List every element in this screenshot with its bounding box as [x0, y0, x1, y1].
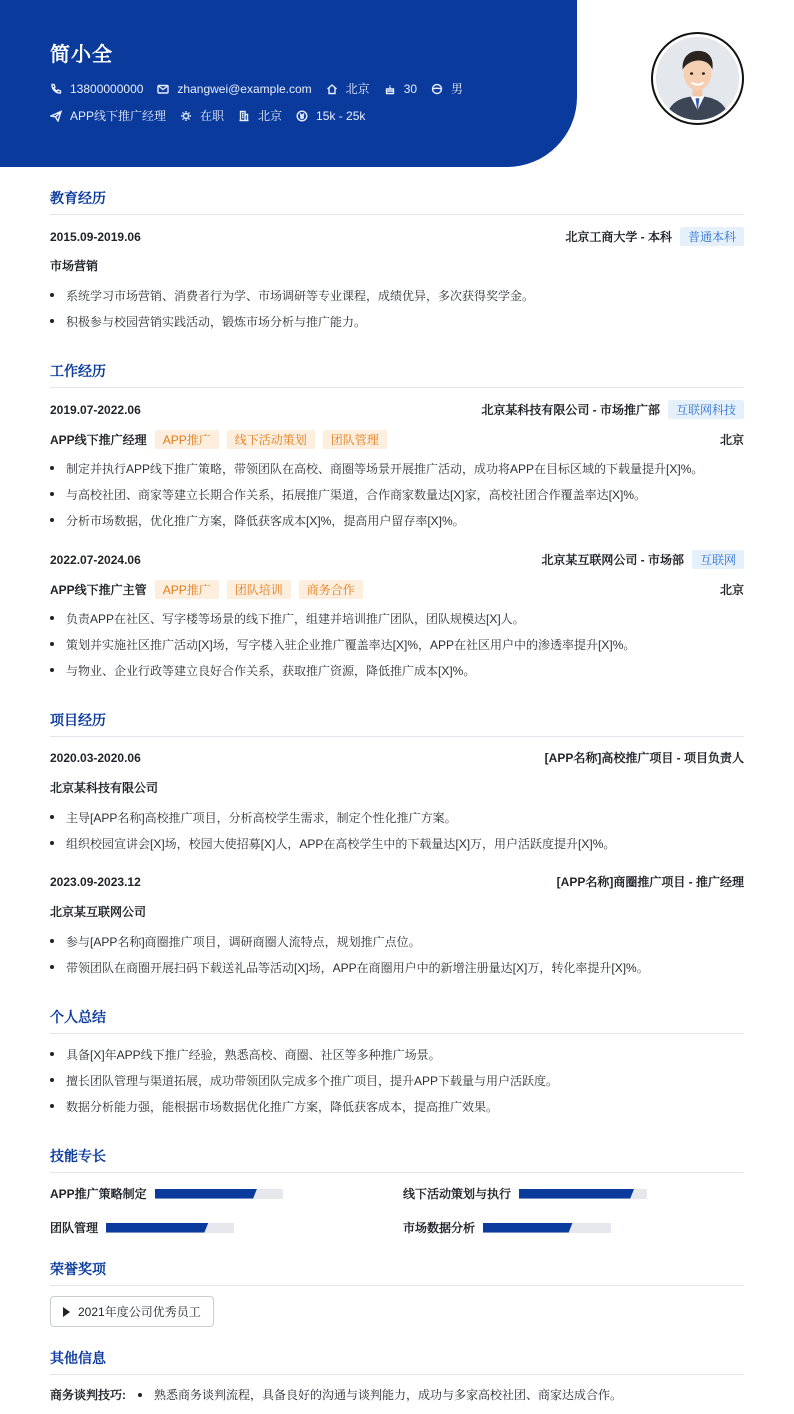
education-header [50, 227, 744, 246]
age-text: 30 [403, 81, 418, 96]
contact-row [50, 80, 477, 97]
work-company: 北京某互联网公司 - 市场部 [541, 553, 684, 567]
work-header [50, 400, 744, 419]
list-item: 系统学习市场营销、消费者行为学、市场调研等专业课程，成绩优异，多次获得奖学金。 [50, 287, 744, 304]
phone-text: 13800000000 [70, 81, 144, 96]
target-job-text: APP线下推广经理 [70, 109, 167, 123]
play-triangle-icon [63, 1307, 70, 1317]
section-title-project: 项目经历 [50, 710, 744, 737]
skill-tag: APP推广 [155, 580, 219, 599]
avatar [651, 32, 744, 125]
email-text: zhangwei@example.com [177, 81, 312, 96]
work-title-row [50, 430, 744, 449]
award-toggle[interactable] [50, 1296, 214, 1327]
salary-icon [296, 110, 308, 122]
avatar-photo [656, 37, 739, 120]
list-item: 带领团队在商圈开展扫码下载送礼品等活动[X]场，APP在商圈用户中的新增注册量达[X]万，转化率提升[X]%。 [50, 959, 744, 976]
list-item: 数据分析能力强，能根据市场数据优化推广方案，降低获客成本，提高推广效果。 [50, 1098, 744, 1115]
salary-text: 15k - 25k [316, 108, 366, 123]
skill-item [403, 1185, 647, 1202]
skill-bar [155, 1189, 283, 1199]
list-item: 主导[APP名称]高校推广项目，分析高校学生需求，制定个性化推广方案。 [50, 809, 744, 826]
project-name: [APP名称]高校推广项目 - 项目负责人 [544, 751, 744, 765]
salary-item [296, 109, 365, 123]
education-school: 北京工商大学 - 本科 [565, 230, 672, 244]
list-item: 分析市场数据，优化推广方案，降低获客成本[X]%，提高用户留存率[X]%。 [50, 512, 744, 529]
bullet-dot [138, 1393, 142, 1397]
list-item: 与高校社团、商家等建立长期合作关系，拓展推广渠道，合作商家数量达[X]家，高校社团合作覆盖率达[X]%。 [50, 486, 744, 503]
send-icon [50, 110, 62, 122]
skill-bar-fill [106, 1223, 208, 1233]
skill-tag: 团队管理 [323, 430, 387, 449]
award-text: 2021年度公司优秀员工 [78, 1305, 201, 1319]
skill-item [403, 1219, 611, 1236]
target-job-item [50, 107, 166, 124]
other-info-row [50, 1386, 622, 1403]
home-icon [326, 83, 338, 95]
skill-name: 线下活动策划与执行 [403, 1187, 512, 1201]
hometown-text: 北京 [345, 82, 370, 96]
candidate-name: 简小全 [50, 44, 113, 66]
list-item: 与物业、企业行政等建立良好合作关系，获取推广资源，降低推广成本[X]%。 [50, 662, 744, 679]
project-date: 2023.09-2023.12 [50, 874, 141, 889]
skill-item [50, 1185, 283, 1202]
age-item [384, 82, 417, 96]
section-title-summary: 个人总结 [50, 1007, 744, 1034]
list-item: 参与[APP名称]商圈推广项目，调研商圈人流特点，规划推广点位。 [50, 933, 744, 950]
work-title-row [50, 580, 744, 599]
skill-name: APP推广策略制定 [50, 1187, 147, 1201]
other-text: 熟悉商务谈判流程，具备良好的沟通与谈判能力，成功与多家高校社团、商家达成合作。 [154, 1388, 623, 1402]
list-item: 组织校园宣讲会[X]场，校园大使招募[X]人，APP在高校学生中的下载量达[X]万，用户活跃度提升[X]%。 [50, 835, 744, 852]
section-title-work: 工作经历 [50, 361, 744, 388]
gender-text: 男 [451, 82, 464, 96]
gender-item [431, 80, 463, 97]
section-title-other: 其他信息 [50, 1348, 744, 1375]
phone-icon [50, 83, 62, 95]
skill-bar [106, 1223, 234, 1233]
work-city: 北京 [719, 433, 744, 447]
list-item: 策划并实施社区推广活动[X]场，写字楼入驻企业推广覆盖率达[X]%，APP在社区用户中的渗透率提升[X]%。 [50, 636, 744, 653]
list-item: 积极参与校园营销实践活动，锻炼市场分析与推广能力。 [50, 313, 744, 330]
work-title: APP线下推广主管 [50, 583, 147, 597]
target-city-text: 北京 [258, 109, 283, 123]
email-item [157, 82, 311, 96]
gender-icon [431, 83, 443, 95]
skill-bar [519, 1189, 647, 1199]
skill-bar [483, 1223, 611, 1233]
mail-icon [157, 83, 169, 95]
work-header [50, 550, 744, 569]
building-icon [238, 110, 250, 122]
project-company-row [50, 903, 744, 920]
project-date: 2020.03-2020.06 [50, 750, 141, 765]
skill-name: 市场数据分析 [403, 1221, 476, 1235]
work-company: 北京某科技有限公司 - 市场推广部 [481, 403, 660, 417]
education-date: 2015.09-2019.06 [50, 229, 141, 244]
skill-name: 团队管理 [50, 1221, 99, 1235]
status-item [180, 107, 224, 124]
skill-tag: 线下活动策划 [227, 430, 315, 449]
industry-badge: 互联网科技 [668, 400, 744, 419]
skill-item [50, 1219, 234, 1236]
degree-badge: 普通本科 [680, 227, 744, 246]
other-label: 商务谈判技巧: [50, 1388, 126, 1402]
section-title-education: 教育经历 [50, 188, 744, 215]
education-major: 市场营销 [50, 259, 99, 273]
education-major-row [50, 257, 744, 274]
work-date: 2019.07-2022.06 [50, 402, 141, 417]
skill-bar-fill [155, 1189, 257, 1199]
project-company: 北京某科技有限公司 [50, 781, 159, 795]
list-item: 具备[X]年APP线下推广经验，熟悉高校、商圈、社区等多种推广场景。 [50, 1046, 744, 1063]
section-title-skills: 技能专长 [50, 1146, 744, 1173]
phone-item [50, 82, 143, 96]
work-date: 2022.07-2024.06 [50, 552, 141, 567]
job-intent-row [50, 107, 379, 124]
section-title-awards: 荣誉奖项 [50, 1259, 744, 1286]
skill-tag: 团队培训 [227, 580, 291, 599]
industry-badge: 互联网 [692, 550, 744, 569]
status-icon [180, 110, 192, 122]
target-city-item [238, 107, 282, 124]
age-icon [384, 83, 396, 95]
skill-bar-fill [519, 1189, 634, 1199]
project-company: 北京某互联网公司 [50, 905, 147, 919]
list-item: 负责APP在社区、写字楼等场景的线下推广，组建并培训推广团队，团队规模达[X]人。 [50, 610, 744, 627]
project-header [50, 749, 744, 766]
work-title: APP线下推广经理 [50, 433, 147, 447]
list-item: 制定并执行APP线下推广策略，带领团队在高校、商圈等场景开展推广活动，成功将APP在目标区域的下载量提升[X]%。 [50, 460, 744, 477]
status-text: 在职 [200, 109, 225, 123]
skill-tag: 商务合作 [299, 580, 363, 599]
list-item: 擅长团队管理与渠道拓展，成功带领团队完成多个推广项目，提升APP下载量与用户活跃度。 [50, 1072, 744, 1089]
project-company-row [50, 779, 744, 796]
hometown-item [326, 80, 370, 97]
project-header [50, 873, 744, 890]
work-city: 北京 [719, 583, 744, 597]
header-banner [0, 0, 577, 167]
project-name: [APP名称]商圈推广项目 - 推广经理 [556, 875, 744, 889]
skill-bar-fill [483, 1223, 573, 1233]
skill-tag: APP推广 [155, 430, 219, 449]
